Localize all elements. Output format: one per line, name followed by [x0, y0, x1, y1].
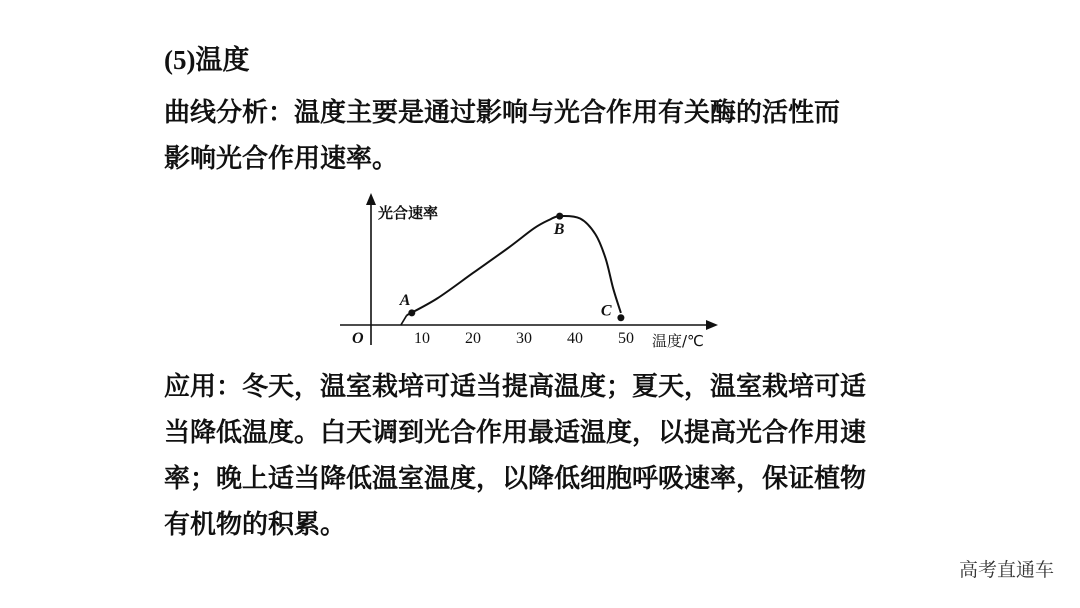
x-axis-arrow [706, 320, 718, 330]
origin-label: O [352, 330, 364, 347]
analysis-line: 影响光合作用速率。 [164, 144, 399, 174]
key-point-label: C [600, 302, 612, 320]
x-axis-label: 温度/℃ [652, 332, 704, 350]
x-tick-label: 20 [465, 330, 481, 347]
application-paragraph [164, 364, 866, 548]
application-line: 率；晚上适当降低温室温度，以降低细胞呼吸速率，保证植物 [164, 464, 867, 494]
key-point-a [408, 309, 415, 316]
curve-start-tick [401, 315, 407, 325]
x-tick-label: 10 [414, 330, 430, 347]
key-point-c [617, 314, 624, 321]
x-tick-label: 50 [618, 330, 634, 347]
watermark: 高考直通车 [958, 559, 1054, 581]
key-point-label: A [399, 291, 411, 309]
y-axis-arrow [366, 193, 376, 205]
analysis-line: 曲线分析：温度主要是通过影响与光合作用有关酶的活性而 [164, 98, 841, 128]
y-axis-label: 光合速率 [378, 204, 439, 222]
application-line: 有机物的积累。 [164, 510, 347, 540]
x-tick-label: 40 [567, 330, 583, 347]
photosynthesis-curve [407, 216, 621, 315]
section-title: 温度 [195, 45, 250, 76]
key-point-label: B [553, 221, 565, 239]
x-tick-label: 30 [516, 330, 532, 347]
application-line: 应用：冬天，温室栽培可适当提高温度；夏天，温室栽培可适 [164, 372, 867, 402]
section-number: (5) [164, 45, 196, 75]
application-line: 当降低温度。白天调到光合作用最适温度，以提高光合作用速 [164, 418, 867, 448]
key-point-b [556, 213, 563, 220]
